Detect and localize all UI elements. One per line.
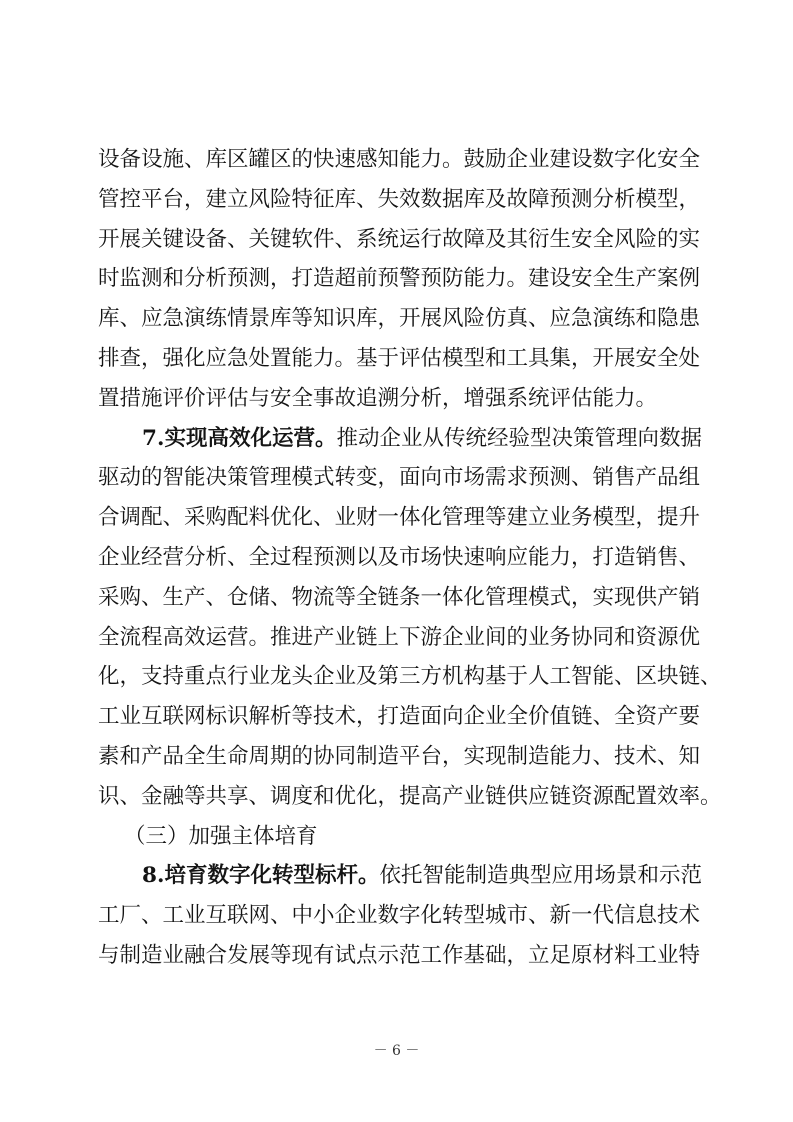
text-line: 化，支持重点行业龙头企业及第三方机构基于人工智能、区块链、 [98, 664, 722, 690]
text-line: 识、金融等共享、调度和优化，提高产业链供应链资源配置效率。 [98, 783, 722, 809]
text-line: 设备设施、库区罐区的快速感知能力。鼓励企业建设数字化安全 [98, 147, 701, 172]
item-title: 8.培育数字化转型标杆。 [142, 863, 380, 889]
body-text [98, 140, 722, 976]
text-line: 全流程高效运营。推进产业链上下游企业间的业务协同和资源优 [98, 624, 701, 650]
text-line: 素和产品全生命周期的协同制造平台，实现制造能力、技术、知 [98, 743, 701, 769]
text-line: 工厂、工业互联网、中小企业数字化转型城市、新一代信息技术 [98, 903, 701, 929]
text-line: 排查，强化应急处置能力。基于评估模型和工具集，开展安全处 [98, 345, 701, 371]
section-heading: （三）加强主体培育 [124, 823, 318, 849]
paragraph-first-line [98, 419, 702, 459]
paragraph-first-line [98, 856, 702, 896]
item-text: 推动企业从传统经验型决策管理向数据 [336, 425, 702, 451]
text-line: 与制造业融合发展等现有试点示范工作基础，立足原材料工业特 [98, 942, 701, 968]
text-line: 工业互联网标识解析等技术，打造面向企业全价值链、全资产要 [98, 704, 701, 730]
text-line: 时监测和分析预测，打造超前预警预防能力。建设安全生产案例 [98, 266, 701, 292]
item-title: 7.实现高效化运营。 [142, 425, 337, 451]
item-text: 依托智能制造典型应用场景和示范 [379, 863, 702, 889]
text-line: 管控平台，建立风险特征库、失效数据库及故障预测分析模型， [98, 186, 701, 212]
text-line: 开展关键设备、关键软件、系统运行故障及其衍生安全风险的实 [98, 226, 701, 252]
text-line: 库、应急演练情景库等知识库，开展风险仿真、应急演练和隐患 [98, 306, 701, 332]
text-line: 合调配、采购配料优化、业财一体化管理等建立业务模型，提升 [98, 505, 701, 531]
text-line: 企业经营分析、全过程预测以及市场快速响应能力，打造销售、 [98, 544, 701, 570]
text-line: 采购、生产、仓储、物流等全链条一体化管理模式，实现供产销 [98, 584, 701, 610]
text-line: 驱动的智能决策管理模式转变，面向市场需求预测、销售产品组 [98, 465, 701, 491]
page-number: － 6 － [373, 1043, 420, 1059]
text-line: 置措施评价评估与安全事故追溯分析，增强系统评估能力。 [98, 385, 658, 411]
